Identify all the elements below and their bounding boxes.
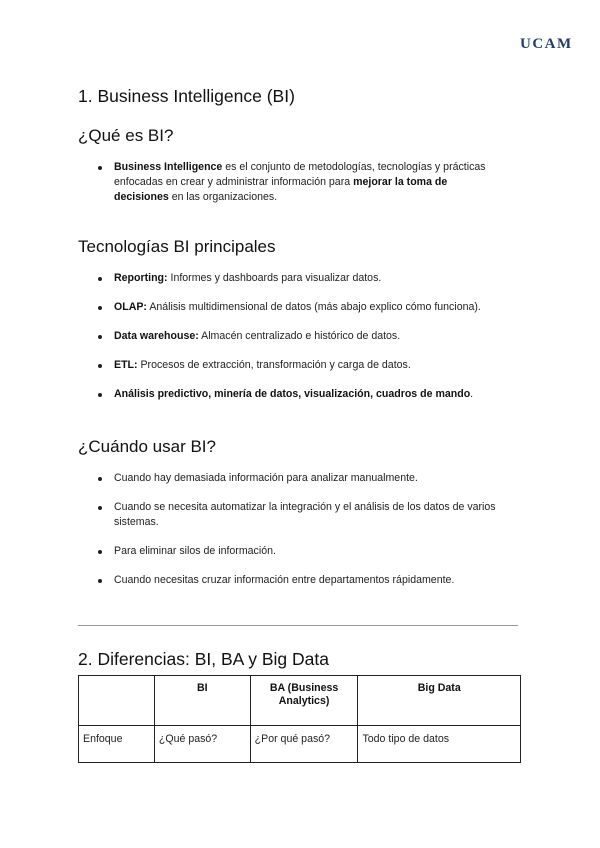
list-item bbox=[78, 358, 498, 373]
list-item bbox=[78, 300, 498, 315]
body-text: es el conjunto de metodologías, tecnologías y prácticas enfocadas en crear y administrar información para bbox=[114, 161, 486, 188]
list-item bbox=[78, 387, 498, 402]
bold-text: Análisis predictivo, minería de datos, visualización, cuadros de mando bbox=[114, 388, 471, 400]
body-text: . bbox=[470, 388, 474, 400]
section-1-title: 1. Business Intelligence (BI) bbox=[78, 86, 295, 106]
bi-technologies-list bbox=[78, 271, 498, 402]
bold-text: ETL: bbox=[114, 359, 138, 371]
table-header-cell: BA (Business Analytics) bbox=[250, 676, 358, 726]
table-row bbox=[79, 726, 521, 763]
bold-text: mejorar la toma de decisiones bbox=[114, 176, 448, 203]
comparison-table bbox=[78, 675, 521, 763]
bold-text: Data warehouse: bbox=[114, 330, 199, 342]
table-header-row bbox=[79, 676, 521, 726]
bold-text: OLAP: bbox=[114, 301, 147, 313]
body-text: Informes y dashboards para visualizar datos. bbox=[167, 272, 382, 284]
table-cell: ¿Qué pasó? bbox=[154, 726, 250, 763]
body-text: en las organizaciones. bbox=[168, 191, 278, 203]
bold-text: Reporting: bbox=[114, 272, 168, 284]
body-text: Almacén centralizado e histórico de datos. bbox=[198, 330, 401, 342]
body-text: Análisis multidimensional de datos (más abajo explico cómo funciona). bbox=[146, 301, 481, 313]
list-item bbox=[78, 329, 498, 344]
ucam-logo: UCAM bbox=[520, 36, 573, 52]
bold-text: Business Intelligence bbox=[114, 161, 223, 173]
table-header-cell: Big Data bbox=[358, 676, 521, 726]
body-text: Procesos de extracción, transformación y carga de datos. bbox=[137, 359, 411, 371]
table-cell: Enfoque bbox=[79, 726, 155, 763]
table-cell: ¿Por qué pasó? bbox=[250, 726, 358, 763]
list-item: Cuando se necesita automatizar la integración y el análisis de los datos de varios sistemas. bbox=[78, 500, 498, 530]
list-item: Cuando necesitas cruzar información entre departamentos rápidamente. bbox=[78, 573, 498, 588]
bi-technologies-heading: Tecnologías BI principales bbox=[78, 237, 276, 256]
table-header-cell bbox=[79, 676, 155, 726]
table-cell: Todo tipo de datos bbox=[358, 726, 521, 763]
table-header-cell: BI bbox=[154, 676, 250, 726]
list-item bbox=[78, 160, 498, 205]
what-is-bi-list bbox=[78, 160, 498, 205]
when-to-use-bi-heading: ¿Cuándo usar BI? bbox=[78, 437, 216, 456]
what-is-bi-heading: ¿Qué es BI? bbox=[78, 126, 174, 145]
list-item: Para eliminar silos de información. bbox=[78, 544, 498, 559]
list-item: Cuando hay demasiada información para analizar manualmente. bbox=[78, 471, 498, 486]
section-2-title: 2. Diferencias: BI, BA y Big Data bbox=[78, 649, 329, 669]
list-item bbox=[78, 271, 498, 286]
when-to-use-bi-list bbox=[78, 471, 498, 588]
horizontal-divider bbox=[78, 625, 518, 626]
